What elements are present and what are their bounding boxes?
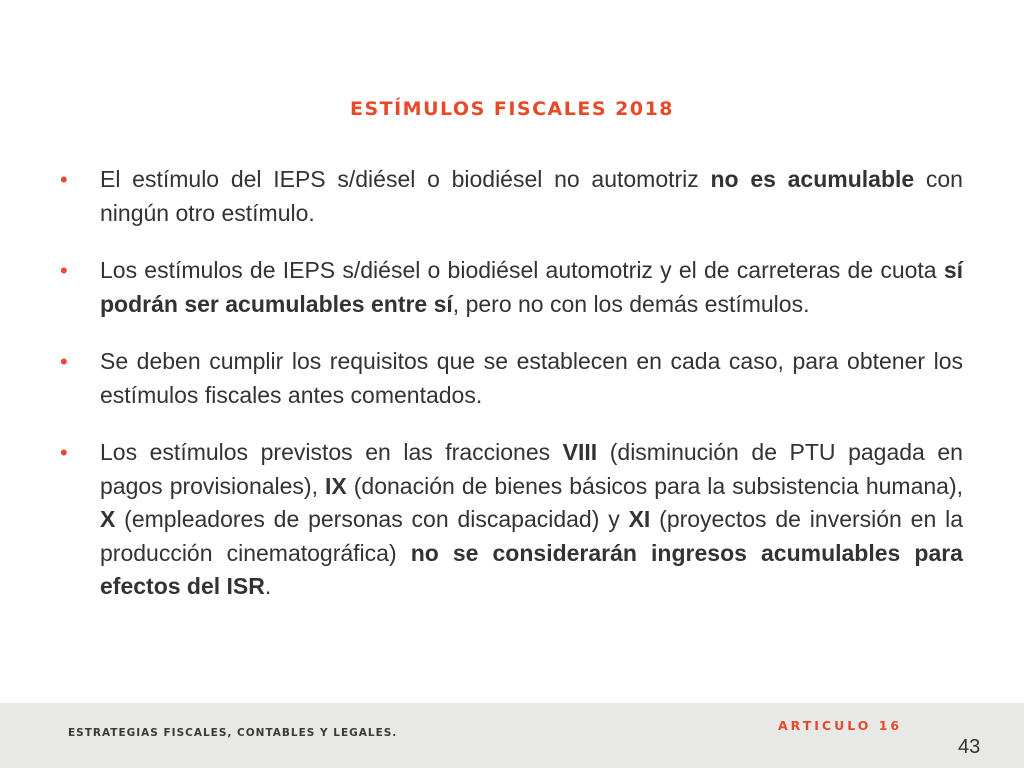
bullet-text-segment: . (264, 573, 272, 599)
bullet-text-segment: Los estímulos previstos en las fracciones (100, 439, 563, 465)
bullet-text-emphasis: no se considerarán ingresos acumulables para efectos del ISR (100, 539, 963, 599)
bullet-text-emphasis: no es acumulable (710, 166, 915, 192)
footer-bar (0, 703, 1024, 768)
bullet-text (100, 348, 963, 408)
bullet-text-segment: con ningún otro estímulo. (100, 166, 963, 226)
bullet-list (60, 163, 963, 628)
bullet-text-segment: (proyectos de inversión en la producción cinematográfica) (100, 506, 964, 566)
bullet-text-emphasis: X (100, 506, 116, 532)
bullet-text-emphasis: sí podrán ser acumulables entre sí (100, 257, 963, 317)
bullet-item (60, 254, 963, 321)
bullet-text-segment: Se deben cumplir los requisitos que se establecen en cada caso, para obtener los estímulos fiscales antes comentados. (100, 348, 963, 408)
bullet-text-segment: (donación de bienes básicos para la subsistencia humana), (346, 472, 964, 499)
bullet-text (100, 166, 963, 226)
bullet-item (60, 345, 963, 412)
footer-article-label: ARTICULO 16 (778, 718, 903, 733)
bullet-text (100, 439, 963, 599)
footer-brand-text: ESTRATEGIAS FISCALES, CONTABLES Y LEGALES. (68, 727, 398, 739)
bullet-text-segment: (empleadores de personas con discapacidad) y (115, 506, 629, 532)
bullet-text (100, 257, 963, 317)
bullet-text-emphasis: XI (628, 506, 651, 532)
slide-title: ESTÍMULOS FISCALES 2018 (349, 98, 675, 120)
bullet-text-emphasis: IX (325, 472, 347, 499)
page-number: 43 (958, 736, 981, 758)
bullet-dot-icon: • (60, 440, 68, 465)
bullet-item (60, 163, 963, 230)
bullet-text-segment: Los estímulos de IEPS s/diésel o biodiésel automotriz y el de carreteras de cuota (100, 257, 944, 283)
bullet-text-segment: , pero no con los demás estímulos. (452, 290, 810, 317)
bullet-dot-icon: • (60, 258, 68, 283)
bullet-text-emphasis: VIII (562, 439, 598, 465)
bullet-item (60, 436, 963, 604)
bullet-dot-icon: • (60, 349, 68, 374)
bullet-text-segment: (disminución de PTU pagada en pagos provisionales), (100, 439, 963, 499)
bullet-text-segment: El estímulo del IEPS s/diésel o biodiésel no automotriz (100, 166, 711, 192)
bullet-dot-icon: • (60, 167, 68, 192)
